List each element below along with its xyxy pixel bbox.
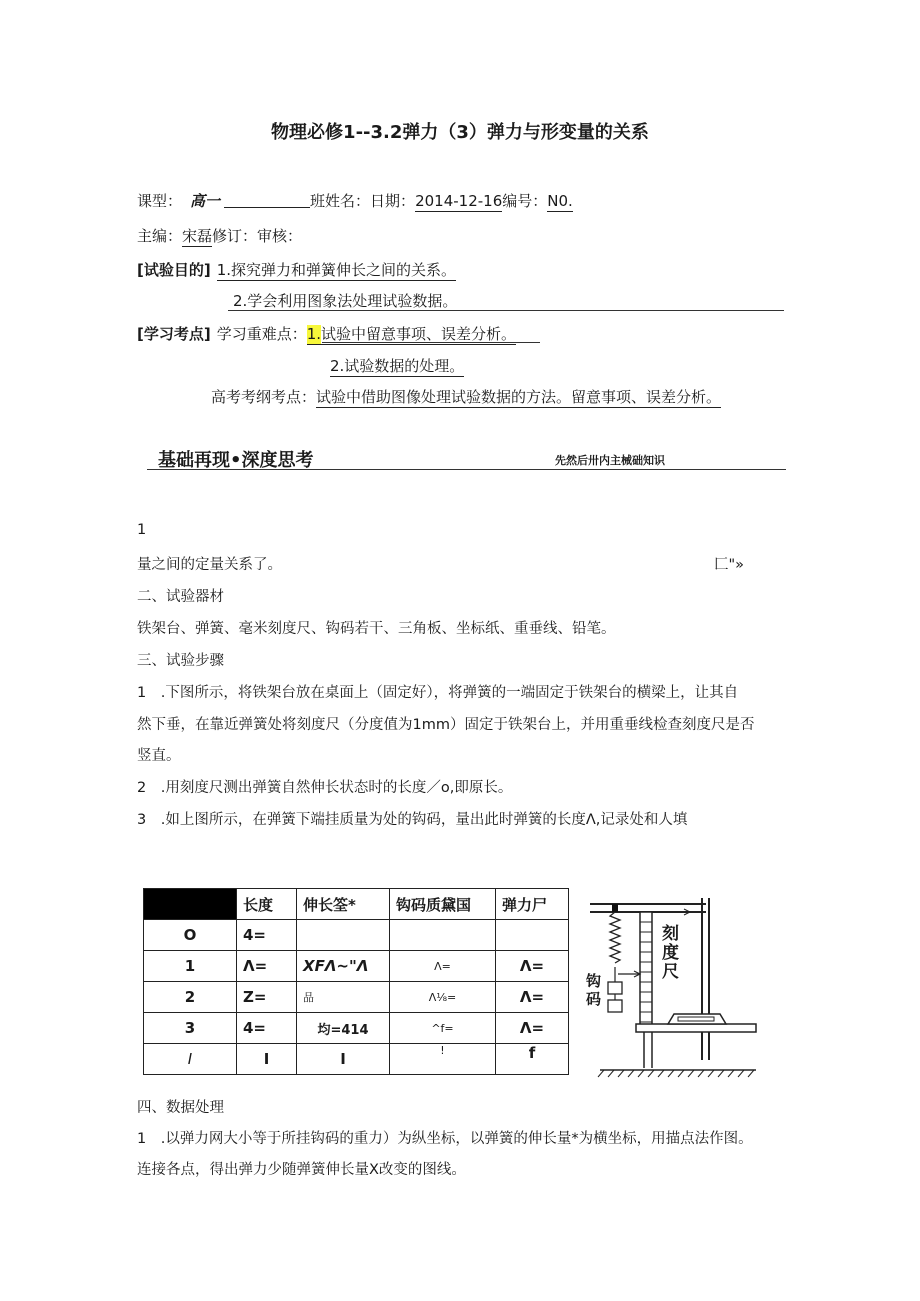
weight-label: 钩码 [586, 972, 602, 1008]
table-cell: 4= [237, 1013, 297, 1044]
goals-row-1 [137, 259, 456, 280]
table-cell: Λ= [496, 951, 569, 982]
points-row-1 [137, 323, 516, 344]
table-header-cell: 伸长筌* [297, 889, 390, 920]
date-label: 日期： [370, 192, 416, 210]
table-header-row [144, 889, 569, 920]
step-1-line-c: 竖直。 [137, 748, 181, 764]
table-cell: Λ= [390, 951, 496, 982]
ruler-label: 刻度尺 [662, 924, 679, 982]
data-table [143, 888, 569, 1075]
table-cell: 2 [144, 982, 237, 1013]
points-label: [学习考点] [137, 325, 211, 343]
table-cell: Z= [237, 982, 297, 1013]
equipment-text: 铁架台、弹簧、毫米刻度尺、钩码若干、三角板、坐标纸、重垂线、铅笔。 [137, 621, 616, 637]
table-cell: XFΛ~"Λ [297, 951, 390, 982]
step-1-line-b: 然下垂，在靠近弹簧处将刻度尺（分度值为1mm）固定于铁架台上，并用重垂线检查刻度尺是否 [137, 717, 755, 733]
table-cell [390, 920, 496, 951]
revise-label: 修订： [212, 227, 258, 245]
table-cell: I [297, 1044, 390, 1075]
table-cell: 品 [297, 982, 390, 1013]
table-header-cell: 长度 [237, 889, 297, 920]
apparatus-figure [582, 890, 758, 1082]
table-row [144, 982, 569, 1013]
heading-steps: 三、试验步骤 [137, 653, 224, 669]
table-header-cell [144, 889, 237, 920]
table-row [144, 920, 569, 951]
processing-line-b: 连接各点，得出弹力少随弹簧伸长量X改变的图线。 [137, 1162, 466, 1178]
divider [228, 310, 784, 311]
review-label: 审核： [257, 227, 303, 245]
heading-processing: 四、数据处理 [137, 1100, 224, 1116]
number-label: 编号： [502, 192, 548, 210]
line-number: 1 [137, 522, 147, 538]
number-value: N0. [547, 192, 573, 210]
table-cell: ! [390, 1044, 496, 1075]
table-row [144, 1044, 569, 1075]
point-item-1-text: 试验中留意事项、误差分析。 [321, 325, 517, 343]
quant-line: 量之间的定量关系了。 [137, 557, 282, 573]
table-cell: Λ= [496, 1013, 569, 1044]
goal-item-2: 2.学会利用图象法处理试验数据。 [233, 292, 458, 310]
processing-line-a: 1 .以弹力网大小等于所挂钩码的重力）为纵坐标，以弹簧的伸长量*为横坐标，用描点法作图。 [137, 1131, 753, 1147]
table-cell: 4= [237, 920, 297, 951]
table-cell: f [496, 1044, 569, 1075]
point-item-1-num: 1. [306, 325, 322, 343]
class-name-label: 班姓名： [310, 192, 371, 210]
table-cell: I [144, 1044, 237, 1075]
step-2: 2 .用刻度尺测出弹簧自然伸长状态时的长度／o,即原长。 [137, 780, 513, 796]
course-value: 高一 [190, 192, 221, 210]
table-cell: 3 [144, 1013, 237, 1044]
divider [322, 342, 540, 343]
section-note: 先然后卅内主械础知识 [555, 454, 665, 467]
table-row [144, 951, 569, 982]
point-item-2: 2.试验数据的处理。 [330, 357, 465, 375]
table-header-cell: 弹力尸 [496, 889, 569, 920]
table-row [144, 1013, 569, 1044]
table-cell: Λ⅛= [390, 982, 496, 1013]
meta-row-1 [137, 190, 573, 211]
exam-label: 高考考纲考点： [211, 388, 317, 406]
exam-text: 试验中借助图像处理试验数据的方法。留意事项、误差分析。 [316, 388, 722, 406]
course-label: 课型： [137, 192, 183, 210]
key-label: 学习重难点： [216, 325, 307, 343]
blank-line [224, 207, 310, 208]
date-value: 2014-12-16 [415, 192, 503, 210]
point-item-2-wrap [330, 355, 464, 376]
table-header-cell: 钩码质黛国 [390, 889, 496, 920]
section-divider [147, 469, 786, 470]
table-cell: I [237, 1044, 297, 1075]
quant-mark: 匚"» [714, 557, 745, 573]
exam-row [211, 386, 721, 407]
table-cell [496, 920, 569, 951]
step-3: 3 .如上图所示，在弹簧下端挂质量为处的钩码，量出此时弹簧的长度Λ,记录处和人填 [137, 812, 688, 828]
meta-row-2 [137, 225, 302, 246]
table-cell: 1 [144, 951, 237, 982]
goals-label: [试验目的] [137, 261, 211, 279]
table-cell: 均=414 [297, 1013, 390, 1044]
table-cell: Λ= [496, 982, 569, 1013]
editor-label: 主编： [137, 227, 183, 245]
heading-equipment: 二、试验器材 [137, 589, 224, 605]
table-cell: ^f= [390, 1013, 496, 1044]
editor-value: 宋磊 [182, 227, 213, 245]
step-1-line-a: 1 .下图所示，将铁架台放在桌面上（固定好），将弹簧的一端固定于铁架台的横梁上，让其自 [137, 685, 739, 701]
section-title: 基础再现•深度思考 [158, 450, 314, 471]
goal-item-1: 1.探究弹力和弹簧伸长之间的关系。 [216, 261, 457, 279]
table-cell [297, 920, 390, 951]
page-title: 物理必修1--3.2弹力（3）弹力与形变量的关系 [271, 122, 649, 143]
table-cell: Λ= [237, 951, 297, 982]
table-cell: O [144, 920, 237, 951]
